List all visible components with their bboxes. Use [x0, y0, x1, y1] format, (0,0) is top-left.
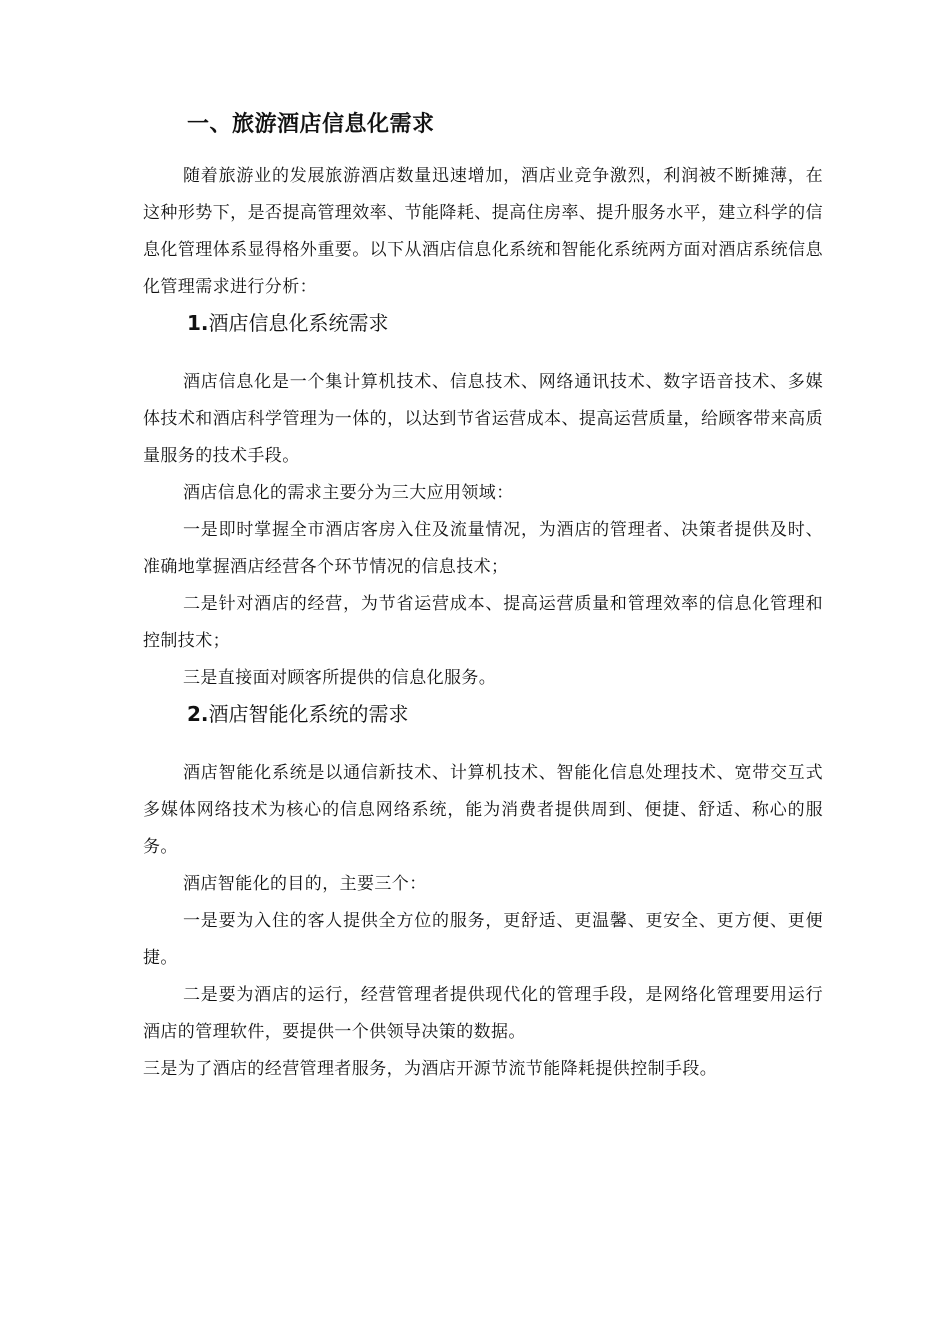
section-2-number: 2. — [187, 702, 209, 726]
section-1-number: 1. — [187, 311, 209, 335]
section-1-paragraph: 三是直接面对顾客所提供的信息化服务。 — [183, 668, 497, 688]
section-1-paragraph: 二是针对酒店的经营，为节省运营成本、提高运营质量和管理效率的信息化管理和控制技术； — [143, 594, 823, 651]
section-1-title: 酒店信息化系统需求 — [208, 311, 389, 335]
section-1-paragraph: 酒店信息化的需求主要分为三大应用领域： — [183, 483, 514, 503]
section-2-heading — [187, 697, 823, 731]
section-1-heading — [187, 306, 823, 340]
section-2-paragraph: 酒店智能化的目的，主要三个： — [183, 874, 427, 894]
document-title: 一、旅游酒店信息化需求 — [187, 112, 435, 137]
section-1-paragraph: 一是即时掌握全市酒店客房入住及流量情况，为酒店的管理者、决策者提供及时、准确地掌握酒店经营各个环节情况的信息技术； — [143, 520, 823, 577]
section-2-paragraph: 酒店智能化系统是以通信新技术、计算机技术、智能化信息处理技术、宽带交互式多媒体网络技术为核心的信息网络系统，能为消费者提供周到、便捷、舒适、称心的服务。 — [143, 763, 823, 857]
document-body — [143, 108, 823, 1088]
section-2-paragraph: 二是要为酒店的运行，经营管理者提供现代化的管理手段，是网络化管理要用运行酒店的管理软件，要提供一个供领导决策的数据。 — [143, 985, 823, 1042]
section-2-paragraph: 一是要为入住的客人提供全方位的服务，更舒适、更温馨、更安全、更方便、更便捷。 — [143, 911, 823, 968]
section-2-title: 酒店智能化系统的需求 — [208, 702, 409, 726]
intro-paragraph: 随着旅游业的发展旅游酒店数量迅速增加，酒店业竞争激烈，利润被不断摊薄，在这种形势下，是否提高管理效率、节能降耗、提高住房率、提升服务水平，建立科学的信息化管理体系显得格外重要。以下从酒店信息化系统和智能化系统两方面对酒店系统信息化管理需求进行分析： — [143, 166, 823, 297]
section-1-paragraph: 酒店信息化是一个集计算机技术、信息技术、网络通讯技术、数字语音技术、多媒体技术和酒店科学管理为一体的，以达到节省运营成本、提高运营质量，给顾客带来高质量服务的技术手段。 — [143, 372, 823, 466]
section-2-last-paragraph: 三是为了酒店的经营管理者服务，为酒店开源节流节能降耗提供控制手段。 — [143, 1059, 718, 1079]
